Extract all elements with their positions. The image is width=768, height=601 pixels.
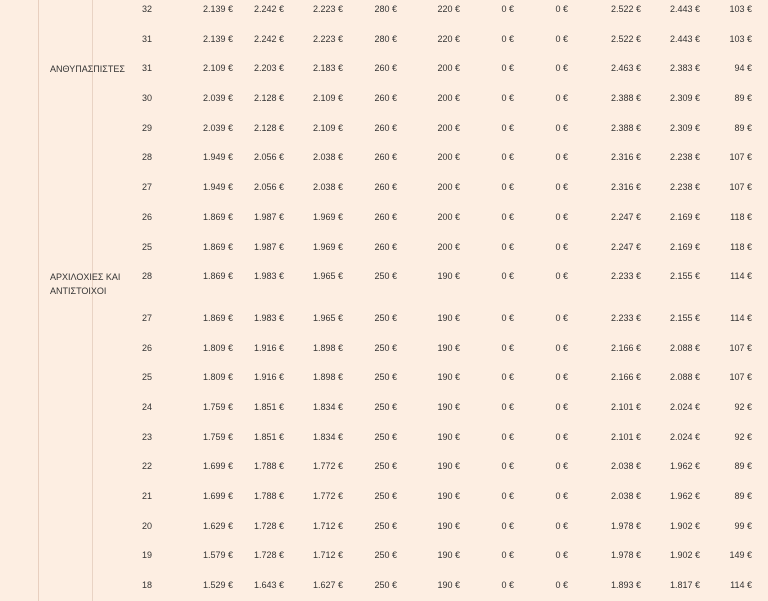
grade-cell: 31 xyxy=(142,63,153,74)
value-col-5: 190 € xyxy=(437,401,460,412)
value-col-9: 2.309 € xyxy=(669,93,700,104)
grade-cell: 24 xyxy=(142,401,153,412)
column-divider xyxy=(92,143,93,173)
grade-cell: 30 xyxy=(142,93,153,104)
value-col-2: 1.983 € xyxy=(253,271,284,282)
value-col-5: 200 € xyxy=(437,63,460,74)
value-col-3: 2.223 € xyxy=(312,33,343,44)
value-col-9: 2.088 € xyxy=(669,372,700,383)
value-col-2: 2.242 € xyxy=(253,33,284,44)
value-col-5: 200 € xyxy=(437,241,460,252)
value-col-8: 2.233 € xyxy=(610,312,641,323)
value-col-4: 250 € xyxy=(374,491,397,501)
value-col-10: 89 € xyxy=(734,122,752,133)
value-col-5: 190 € xyxy=(437,461,460,472)
value-col-6: 0 € xyxy=(501,550,514,561)
value-col-5: 190 € xyxy=(437,312,460,323)
value-col-7: 0 € xyxy=(555,401,568,412)
value-col-4: 250 € xyxy=(374,401,397,412)
value-col-10: 103 € xyxy=(729,4,752,14)
value-col-9: 1.902 € xyxy=(669,520,700,531)
value-col-7: 0 € xyxy=(555,93,568,104)
value-col-10: 103 € xyxy=(729,33,752,44)
value-col-2: 1.987 € xyxy=(253,241,284,252)
value-col-8: 2.388 € xyxy=(610,122,641,133)
value-col-8: 2.101 € xyxy=(610,431,641,442)
value-col-4: 260 € xyxy=(374,211,397,222)
value-col-8: 2.247 € xyxy=(610,241,641,252)
value-col-4: 280 € xyxy=(374,4,397,14)
value-col-1: 1.699 € xyxy=(202,461,233,472)
value-col-3: 1.834 € xyxy=(312,431,343,442)
grade-cell: 31 xyxy=(142,33,153,44)
value-col-3: 1.965 € xyxy=(312,312,343,323)
value-col-5: 200 € xyxy=(437,152,460,163)
value-col-5: 220 € xyxy=(437,33,460,44)
value-col-9: 2.169 € xyxy=(669,211,700,222)
value-col-5: 200 € xyxy=(437,211,460,222)
grade-cell: 27 xyxy=(142,312,153,323)
value-col-1: 2.139 € xyxy=(202,33,233,44)
value-col-4: 250 € xyxy=(374,580,397,591)
value-col-7: 0 € xyxy=(555,580,568,591)
column-divider xyxy=(92,452,93,482)
value-col-5: 200 € xyxy=(437,93,460,104)
value-col-5: 220 € xyxy=(437,4,460,14)
grade-cell: 25 xyxy=(142,372,153,383)
value-col-7: 0 € xyxy=(555,33,568,44)
value-col-6: 0 € xyxy=(501,372,514,383)
value-col-7: 0 € xyxy=(555,342,568,353)
value-col-8: 1.978 € xyxy=(610,520,641,531)
value-col-10: 89 € xyxy=(734,491,752,501)
value-col-2: 2.242 € xyxy=(253,4,284,14)
rank-cell: ΑΝΘΥΠΑΣΠΙΣΤΕΣ xyxy=(50,64,125,75)
value-col-1: 1.529 € xyxy=(202,580,233,591)
value-col-6: 0 € xyxy=(501,93,514,104)
value-col-6: 0 € xyxy=(501,401,514,412)
value-col-2: 1.851 € xyxy=(253,431,284,442)
value-col-9: 2.169 € xyxy=(669,241,700,252)
value-col-8: 2.522 € xyxy=(610,33,641,44)
grade-cell: 21 xyxy=(142,491,153,501)
value-col-5: 190 € xyxy=(437,520,460,531)
grade-cell: 19 xyxy=(142,550,153,561)
value-col-1: 1.949 € xyxy=(202,152,233,163)
value-col-3: 1.969 € xyxy=(312,211,343,222)
value-col-8: 2.166 € xyxy=(610,372,641,383)
value-col-6: 0 € xyxy=(501,342,514,353)
value-col-2: 1.916 € xyxy=(253,372,284,383)
value-col-5: 190 € xyxy=(437,431,460,442)
column-divider xyxy=(92,203,93,233)
value-col-2: 1.788 € xyxy=(253,461,284,472)
value-col-1: 1.759 € xyxy=(202,431,233,442)
value-col-3: 1.965 € xyxy=(312,271,343,282)
value-col-10: 94 € xyxy=(734,63,752,74)
value-col-9: 2.155 € xyxy=(669,312,700,323)
value-col-4: 260 € xyxy=(374,241,397,252)
value-col-7: 0 € xyxy=(555,550,568,561)
column-divider xyxy=(92,0,93,25)
value-col-10: 149 € xyxy=(729,550,752,561)
grade-cell: 26 xyxy=(142,342,153,353)
value-col-1: 1.759 € xyxy=(202,401,233,412)
value-col-3: 2.183 € xyxy=(312,63,343,74)
value-col-10: 107 € xyxy=(729,372,752,383)
value-col-8: 1.893 € xyxy=(610,580,641,591)
value-col-7: 0 € xyxy=(555,461,568,472)
value-col-7: 0 € xyxy=(555,211,568,222)
value-col-3: 2.038 € xyxy=(312,182,343,193)
value-col-4: 260 € xyxy=(374,122,397,133)
value-col-4: 260 € xyxy=(374,152,397,163)
value-col-2: 1.983 € xyxy=(253,312,284,323)
value-col-1: 1.579 € xyxy=(202,550,233,561)
value-col-10: 107 € xyxy=(729,342,752,353)
value-col-1: 1.809 € xyxy=(202,372,233,383)
value-col-2: 2.056 € xyxy=(253,152,284,163)
value-col-3: 1.627 € xyxy=(312,580,343,591)
value-col-7: 0 € xyxy=(555,312,568,323)
value-col-10: 92 € xyxy=(734,431,752,442)
value-col-9: 2.238 € xyxy=(669,152,700,163)
value-col-9: 2.155 € xyxy=(669,271,700,282)
value-col-2: 1.728 € xyxy=(253,550,284,561)
value-col-3: 1.969 € xyxy=(312,241,343,252)
value-col-5: 190 € xyxy=(437,550,460,561)
column-divider xyxy=(92,304,93,334)
value-col-3: 1.712 € xyxy=(312,520,343,531)
value-col-8: 2.388 € xyxy=(610,93,641,104)
value-col-6: 0 € xyxy=(501,312,514,323)
column-divider xyxy=(92,233,93,263)
value-col-9: 2.443 € xyxy=(669,33,700,44)
value-col-5: 190 € xyxy=(437,491,460,501)
value-col-5: 200 € xyxy=(437,122,460,133)
value-col-9: 2.088 € xyxy=(669,342,700,353)
value-col-6: 0 € xyxy=(501,241,514,252)
rank-cell: ΑΡΧΙΛΟΧΙΕΣ ΚΑΙ ΑΝΤΙΣΤΟΙΧΟΙ xyxy=(50,272,121,297)
grade-cell: 28 xyxy=(142,271,153,282)
column-divider xyxy=(92,173,93,203)
value-col-1: 1.869 € xyxy=(202,271,233,282)
value-col-4: 250 € xyxy=(374,550,397,561)
value-col-2: 1.916 € xyxy=(253,342,284,353)
value-col-7: 0 € xyxy=(555,491,568,501)
grade-cell: 23 xyxy=(142,431,153,442)
value-col-5: 190 € xyxy=(437,271,460,282)
value-col-5: 190 € xyxy=(437,342,460,353)
column-divider xyxy=(92,84,93,114)
value-col-1: 1.949 € xyxy=(202,182,233,193)
value-col-6: 0 € xyxy=(501,33,514,44)
grade-cell: 29 xyxy=(142,122,153,133)
value-col-6: 0 € xyxy=(501,63,514,74)
value-col-10: 99 € xyxy=(734,520,752,531)
column-divider xyxy=(92,571,93,601)
value-col-10: 89 € xyxy=(734,93,752,104)
value-col-4: 250 € xyxy=(374,372,397,383)
value-col-1: 2.139 € xyxy=(202,4,233,14)
value-col-10: 118 € xyxy=(730,211,752,222)
value-col-6: 0 € xyxy=(501,520,514,531)
value-col-5: 190 € xyxy=(437,372,460,383)
value-col-10: 118 € xyxy=(730,241,752,252)
value-col-3: 2.109 € xyxy=(312,93,343,104)
value-col-3: 2.109 € xyxy=(312,122,343,133)
value-col-10: 114 € xyxy=(730,312,752,323)
grade-cell: 26 xyxy=(142,211,153,222)
value-col-5: 190 € xyxy=(437,580,460,591)
value-col-3: 2.038 € xyxy=(312,152,343,163)
value-col-3: 1.898 € xyxy=(312,372,343,383)
value-col-10: 114 € xyxy=(730,271,752,282)
value-col-9: 2.024 € xyxy=(669,401,700,412)
grade-cell: 27 xyxy=(142,182,153,193)
value-col-8: 1.978 € xyxy=(610,550,641,561)
value-col-9: 2.309 € xyxy=(669,122,700,133)
value-col-4: 260 € xyxy=(374,93,397,104)
value-col-3: 1.834 € xyxy=(312,401,343,412)
value-col-9: 2.238 € xyxy=(669,182,700,193)
value-col-7: 0 € xyxy=(555,4,568,14)
value-col-7: 0 € xyxy=(555,152,568,163)
value-col-2: 1.788 € xyxy=(253,491,284,501)
value-col-7: 0 € xyxy=(555,271,568,282)
value-col-3: 1.772 € xyxy=(312,491,343,501)
value-col-10: 107 € xyxy=(729,182,752,193)
value-col-8: 2.316 € xyxy=(610,152,641,163)
value-col-6: 0 € xyxy=(501,4,514,14)
grade-cell: 32 xyxy=(142,4,153,14)
value-col-3: 1.772 € xyxy=(312,461,343,472)
value-col-4: 280 € xyxy=(374,33,397,44)
value-col-7: 0 € xyxy=(555,63,568,74)
column-divider xyxy=(92,423,93,453)
value-col-1: 1.629 € xyxy=(202,520,233,531)
value-col-6: 0 € xyxy=(501,211,514,222)
value-col-8: 2.247 € xyxy=(610,211,641,222)
value-col-4: 250 € xyxy=(374,431,397,442)
value-col-6: 0 € xyxy=(501,271,514,282)
value-col-6: 0 € xyxy=(501,491,514,501)
salary-table xyxy=(38,0,752,601)
value-col-10: 107 € xyxy=(729,152,752,163)
value-col-9: 2.383 € xyxy=(669,63,700,74)
column-divider xyxy=(92,114,93,144)
grade-cell: 20 xyxy=(142,520,153,531)
value-col-10: 92 € xyxy=(734,401,752,412)
value-col-7: 0 € xyxy=(555,520,568,531)
value-col-1: 1.869 € xyxy=(202,312,233,323)
value-col-9: 1.817 € xyxy=(669,580,700,591)
value-col-4: 250 € xyxy=(374,520,397,531)
value-col-8: 2.038 € xyxy=(610,461,641,472)
value-col-8: 2.522 € xyxy=(610,4,641,14)
column-divider xyxy=(92,393,93,423)
value-col-1: 2.109 € xyxy=(202,63,233,74)
grade-cell: 18 xyxy=(142,580,153,591)
value-col-8: 2.463 € xyxy=(610,63,641,74)
value-col-1: 1.869 € xyxy=(202,241,233,252)
column-divider xyxy=(92,25,93,55)
value-col-2: 1.728 € xyxy=(253,520,284,531)
column-divider xyxy=(92,482,93,512)
value-col-7: 0 € xyxy=(555,182,568,193)
value-col-9: 1.902 € xyxy=(669,550,700,561)
value-col-2: 2.203 € xyxy=(253,63,284,74)
value-col-8: 2.038 € xyxy=(610,491,641,501)
value-col-4: 260 € xyxy=(374,182,397,193)
value-col-6: 0 € xyxy=(501,182,514,193)
value-col-5: 200 € xyxy=(437,182,460,193)
value-col-7: 0 € xyxy=(555,122,568,133)
value-col-9: 1.962 € xyxy=(669,461,700,472)
value-col-7: 0 € xyxy=(555,372,568,383)
value-col-1: 1.809 € xyxy=(202,342,233,353)
value-col-1: 1.869 € xyxy=(202,211,233,222)
column-divider xyxy=(92,334,93,364)
value-col-10: 114 € xyxy=(730,580,752,591)
value-col-2: 1.643 € xyxy=(253,580,284,591)
value-col-4: 260 € xyxy=(374,63,397,74)
value-col-8: 2.233 € xyxy=(610,271,641,282)
value-col-3: 1.898 € xyxy=(312,342,343,353)
value-col-8: 2.316 € xyxy=(610,182,641,193)
value-col-4: 250 € xyxy=(374,461,397,472)
value-col-10: 89 € xyxy=(734,461,752,472)
value-col-9: 2.024 € xyxy=(669,431,700,442)
column-divider xyxy=(92,512,93,542)
value-col-6: 0 € xyxy=(501,431,514,442)
value-col-6: 0 € xyxy=(501,152,514,163)
value-col-6: 0 € xyxy=(501,461,514,472)
grade-cell: 25 xyxy=(142,241,153,252)
value-col-7: 0 € xyxy=(555,241,568,252)
value-col-2: 2.128 € xyxy=(253,122,284,133)
value-col-2: 1.851 € xyxy=(253,401,284,412)
value-col-2: 2.128 € xyxy=(253,93,284,104)
value-col-1: 2.039 € xyxy=(202,93,233,104)
value-col-6: 0 € xyxy=(501,580,514,591)
column-divider xyxy=(92,363,93,393)
value-col-1: 1.699 € xyxy=(202,491,233,501)
grade-cell: 28 xyxy=(142,152,153,163)
grade-cell: 22 xyxy=(142,461,153,472)
value-col-3: 2.223 € xyxy=(312,4,343,14)
value-col-9: 2.443 € xyxy=(669,4,700,14)
value-col-2: 2.056 € xyxy=(253,182,284,193)
value-col-3: 1.712 € xyxy=(312,550,343,561)
value-col-4: 250 € xyxy=(374,312,397,323)
value-col-2: 1.987 € xyxy=(253,211,284,222)
value-col-8: 2.101 € xyxy=(610,401,641,412)
value-col-9: 1.962 € xyxy=(669,491,700,501)
value-col-6: 0 € xyxy=(501,122,514,133)
value-col-4: 250 € xyxy=(374,271,397,282)
value-col-1: 2.039 € xyxy=(202,122,233,133)
value-col-8: 2.166 € xyxy=(610,342,641,353)
value-col-7: 0 € xyxy=(555,431,568,442)
value-col-4: 250 € xyxy=(374,342,397,353)
